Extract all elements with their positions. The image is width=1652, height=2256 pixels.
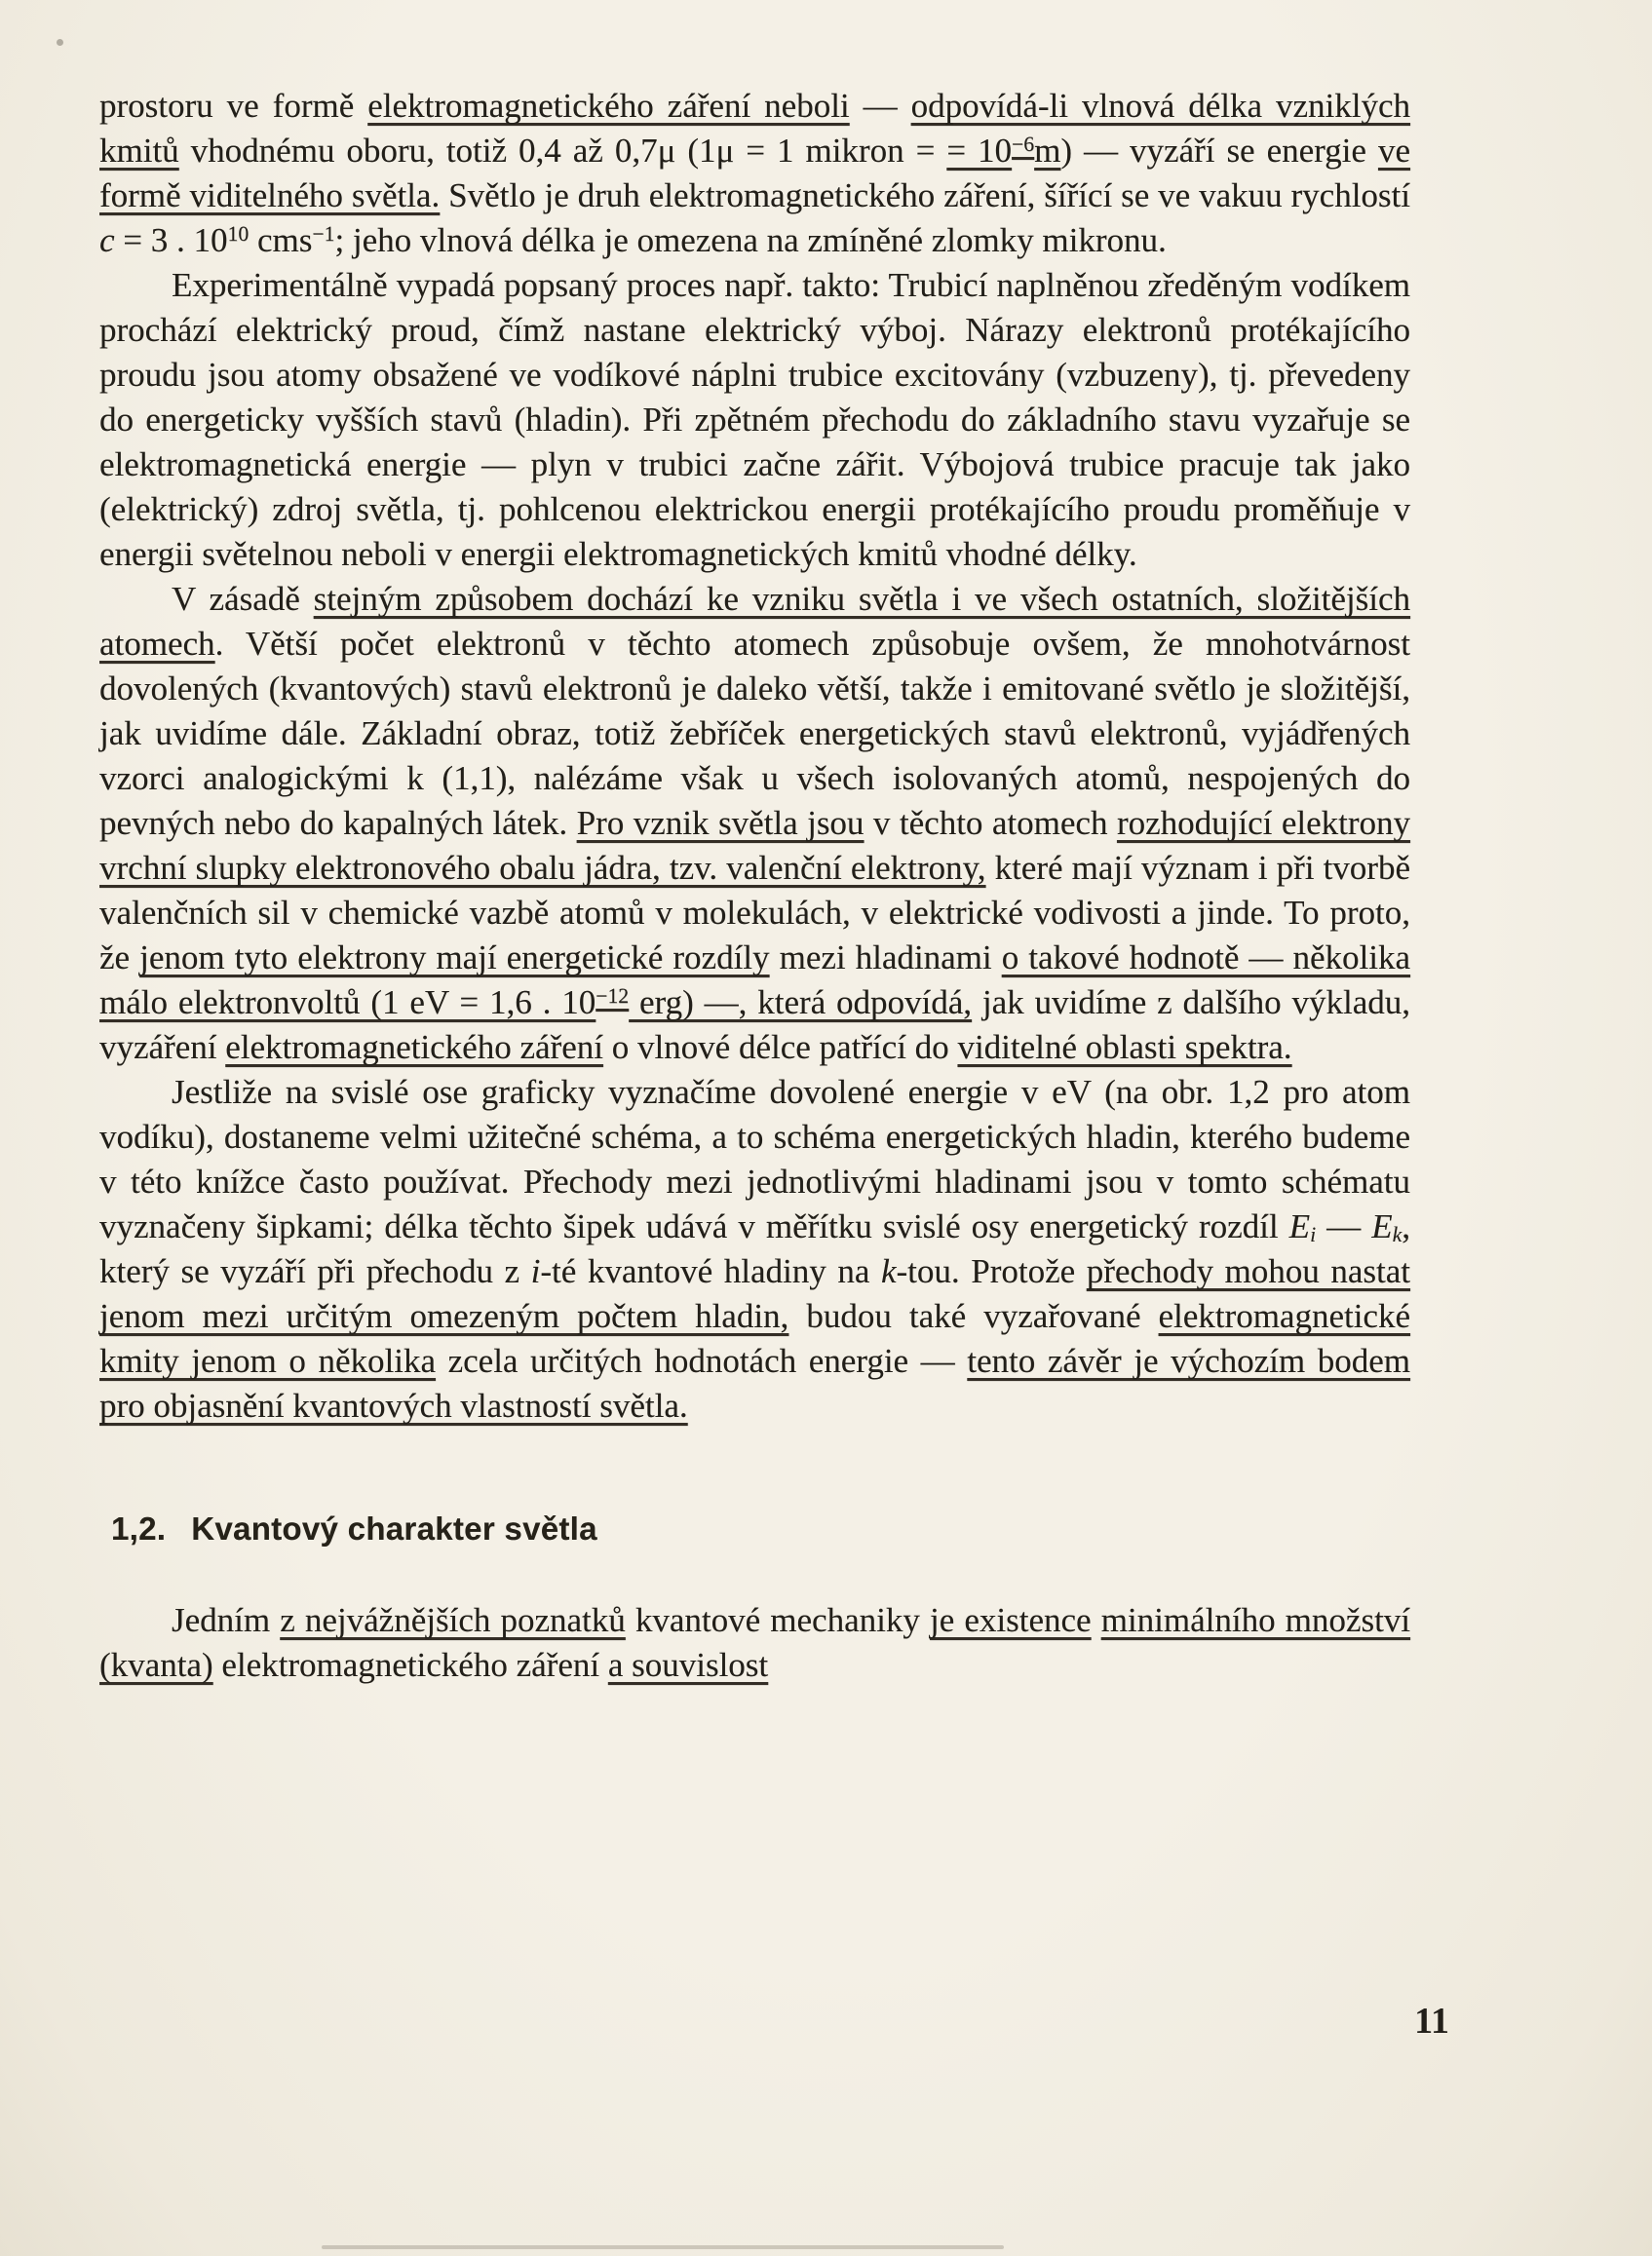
text-segment: rozhodující elektrony vrchní slupky elektronového obalu jádra, tzv. valenční elektrony, [99, 804, 1410, 887]
text-segment: Experimentálně vypadá popsaný proces např. takto: Trubicí naplněnou zředěným vodíkem prochází elektrický proud, čímž nastane elektrický výboj. Nárazy elektronů protékajícího proudu jsou atomy obsažené ve vodíkové náplni trubice excitovány (vzbuzeny), tj. převedeny do energeticky vyšších stavů (hladin). Při zpětném přechodu do základního stavu vyzařuje se elektromagnetická energie — plyn v trubici začne zářit. Výbojová trubice pracuje tak jako (elektrický) zdroj světla, tj. pohlcenou elektrickou energii protékajícího proudu proměňuje v energii světelnou neboli v energii elektromagnetických kmitů vhodné délky. [99, 266, 1410, 573]
text-segment: přechody mohou nastat jenom mezi určitým omezeným počtem hladin, [99, 1252, 1410, 1335]
text-segment: i [530, 1252, 541, 1290]
text-segment: jak uvidíme z dalšího výkladu, vyzáření [99, 983, 1410, 1066]
text-segment: a souvislost [607, 1646, 769, 1684]
paragraph-4 [99, 1070, 1410, 1429]
text-segment: Jedním [172, 1601, 281, 1639]
text-segment: Pro vznik světla jsou [576, 804, 864, 842]
text-segment: i [1310, 1222, 1317, 1246]
paragraph-2 [99, 263, 1410, 577]
text-segment: o vlnové délce patřící do [602, 1028, 958, 1066]
text-segment: ; jeho vlnová délka je omezena na zmíněné zlomky mikronu. [334, 221, 1167, 259]
text-segment: −12 [595, 984, 630, 1009]
text-segment: z nejvážnějších poznatků [280, 1601, 626, 1639]
text-segment: o takové hodnotě — několika málo elektronvoltů (1 eV = 1,6 . 10 [99, 938, 1411, 1021]
text-segment: kvantové mechaniky [625, 1601, 930, 1639]
text-segment: — [1316, 1207, 1372, 1245]
text-segment: cms [249, 221, 313, 259]
scan-edge-artifact [322, 2245, 1004, 2249]
text-segment: jenom tyto elektrony mají energetické rozdíly [139, 938, 770, 976]
paragraph-3 [99, 577, 1410, 1070]
text-segment: -tou. Protože [896, 1252, 1087, 1290]
text-segment: , který se vyzáří při přechodu z [99, 1207, 1411, 1290]
text-segment: k [1392, 1222, 1402, 1246]
paragraph-1 [99, 84, 1410, 263]
text-segment: které mají význam i při tvorbě valenčních sil v chemické vazbě atomů v molekulách, v elektrické vodivosti a jinde. To proto, že [99, 849, 1410, 976]
text-segment: -té kvantové hladiny na [540, 1252, 881, 1290]
text-segment: elektromagnetického záření [212, 1646, 608, 1684]
text-segment: ve formě viditelného světla. [99, 132, 1410, 214]
text-segment: je existence [929, 1601, 1092, 1639]
text-segment: prostoru ve formě [99, 87, 368, 125]
text-segment: Jestliže na svislé ose graficky vyznačíme dovolené energie v eV (na obr. 1,2 pro atom vodíku), dostaneme velmi užitečné schéma, a to schéma energetických hladin, kterého budeme v této knížce často používat. Přechody mezi jednotlivými hladinami jsou v tomto schématu vyznačeny šipkami; délka těchto šipek udává v měřítku svislé osy energetický rozdíl [99, 1073, 1410, 1245]
text-segment: vhodnému oboru, totiž 0,4 až 0,7μ (1μ = 1 mikron = [178, 132, 947, 170]
text-segment: erg) —, která odpovídá, [629, 983, 973, 1021]
text-segment: tento závěr je výchozím bodem pro objasnění kvantových vlastností světla. [99, 1342, 1410, 1425]
text-segment: budou také vyzařované [788, 1297, 1159, 1335]
section-heading [111, 1507, 1410, 1551]
text-segment: ) — vyzáří se energie [1060, 132, 1378, 170]
text-segment: c [99, 221, 115, 259]
text-segment: E [1371, 1207, 1393, 1245]
text-segment: stejným způsobem dochází ke vzniku světla i ve všech ostatních, složitějších atomech [99, 580, 1411, 663]
text-segment: viditelné oblasti spektra. [957, 1028, 1292, 1066]
text-segment: v těchto atomech [864, 804, 1117, 842]
text-segment [1092, 1601, 1101, 1639]
page-number: 11 [1414, 2001, 1449, 2042]
text-segment: minimálního množství (kvanta) [99, 1601, 1411, 1684]
text-segment: −1 [312, 222, 335, 247]
section-title: Kvantový charakter světla [191, 1510, 597, 1547]
text-segment: . Větší počet elektronů v těchto atomech způsobuje ovšem, že mnohotvárnost dovolených (kvantových) stavů elektronů je daleko větší, takže i emitované světlo je složitější, jak uvidíme dále. Základní obraz, totiž žebříček energetických stavů elektronů, vyjádřených vzorci analogickými k (1,1), nalézáme však u všech isolovaných atomů, nespojených do pevných nebo do kapalných látek. [99, 625, 1410, 842]
text-segment: E [1288, 1207, 1311, 1245]
text-segment: = 10 [946, 132, 1013, 170]
section-number: 1,2. [111, 1510, 167, 1547]
text-block [99, 84, 1410, 1688]
text-segment: 10 [227, 222, 250, 247]
text-segment: Světlo je druh elektromagnetického záření, šířící se ve vakuu rychlostí [440, 176, 1410, 214]
scan-speck-artifact [57, 39, 63, 46]
text-segment: −6 [1012, 133, 1035, 157]
paragraph-5 [99, 1598, 1410, 1688]
text-segment: m [1034, 132, 1061, 170]
text-segment: elektromagnetické kmity jenom o několika [99, 1297, 1410, 1380]
text-segment: — [849, 87, 911, 125]
text-segment: mezi hladinami [769, 938, 1002, 976]
text-segment: elektromagnetického záření [225, 1028, 603, 1066]
text-segment: zcela určitých hodnotách energie — [435, 1342, 968, 1380]
text-segment: = 3 . 10 [114, 221, 228, 259]
text-segment: odpovídá-li vlnová délka vzniklých kmitů [99, 87, 1410, 170]
text-segment: elektromagnetického záření neboli [367, 87, 850, 125]
text-segment: V zásadě [172, 580, 314, 618]
text-segment: k [880, 1252, 897, 1290]
